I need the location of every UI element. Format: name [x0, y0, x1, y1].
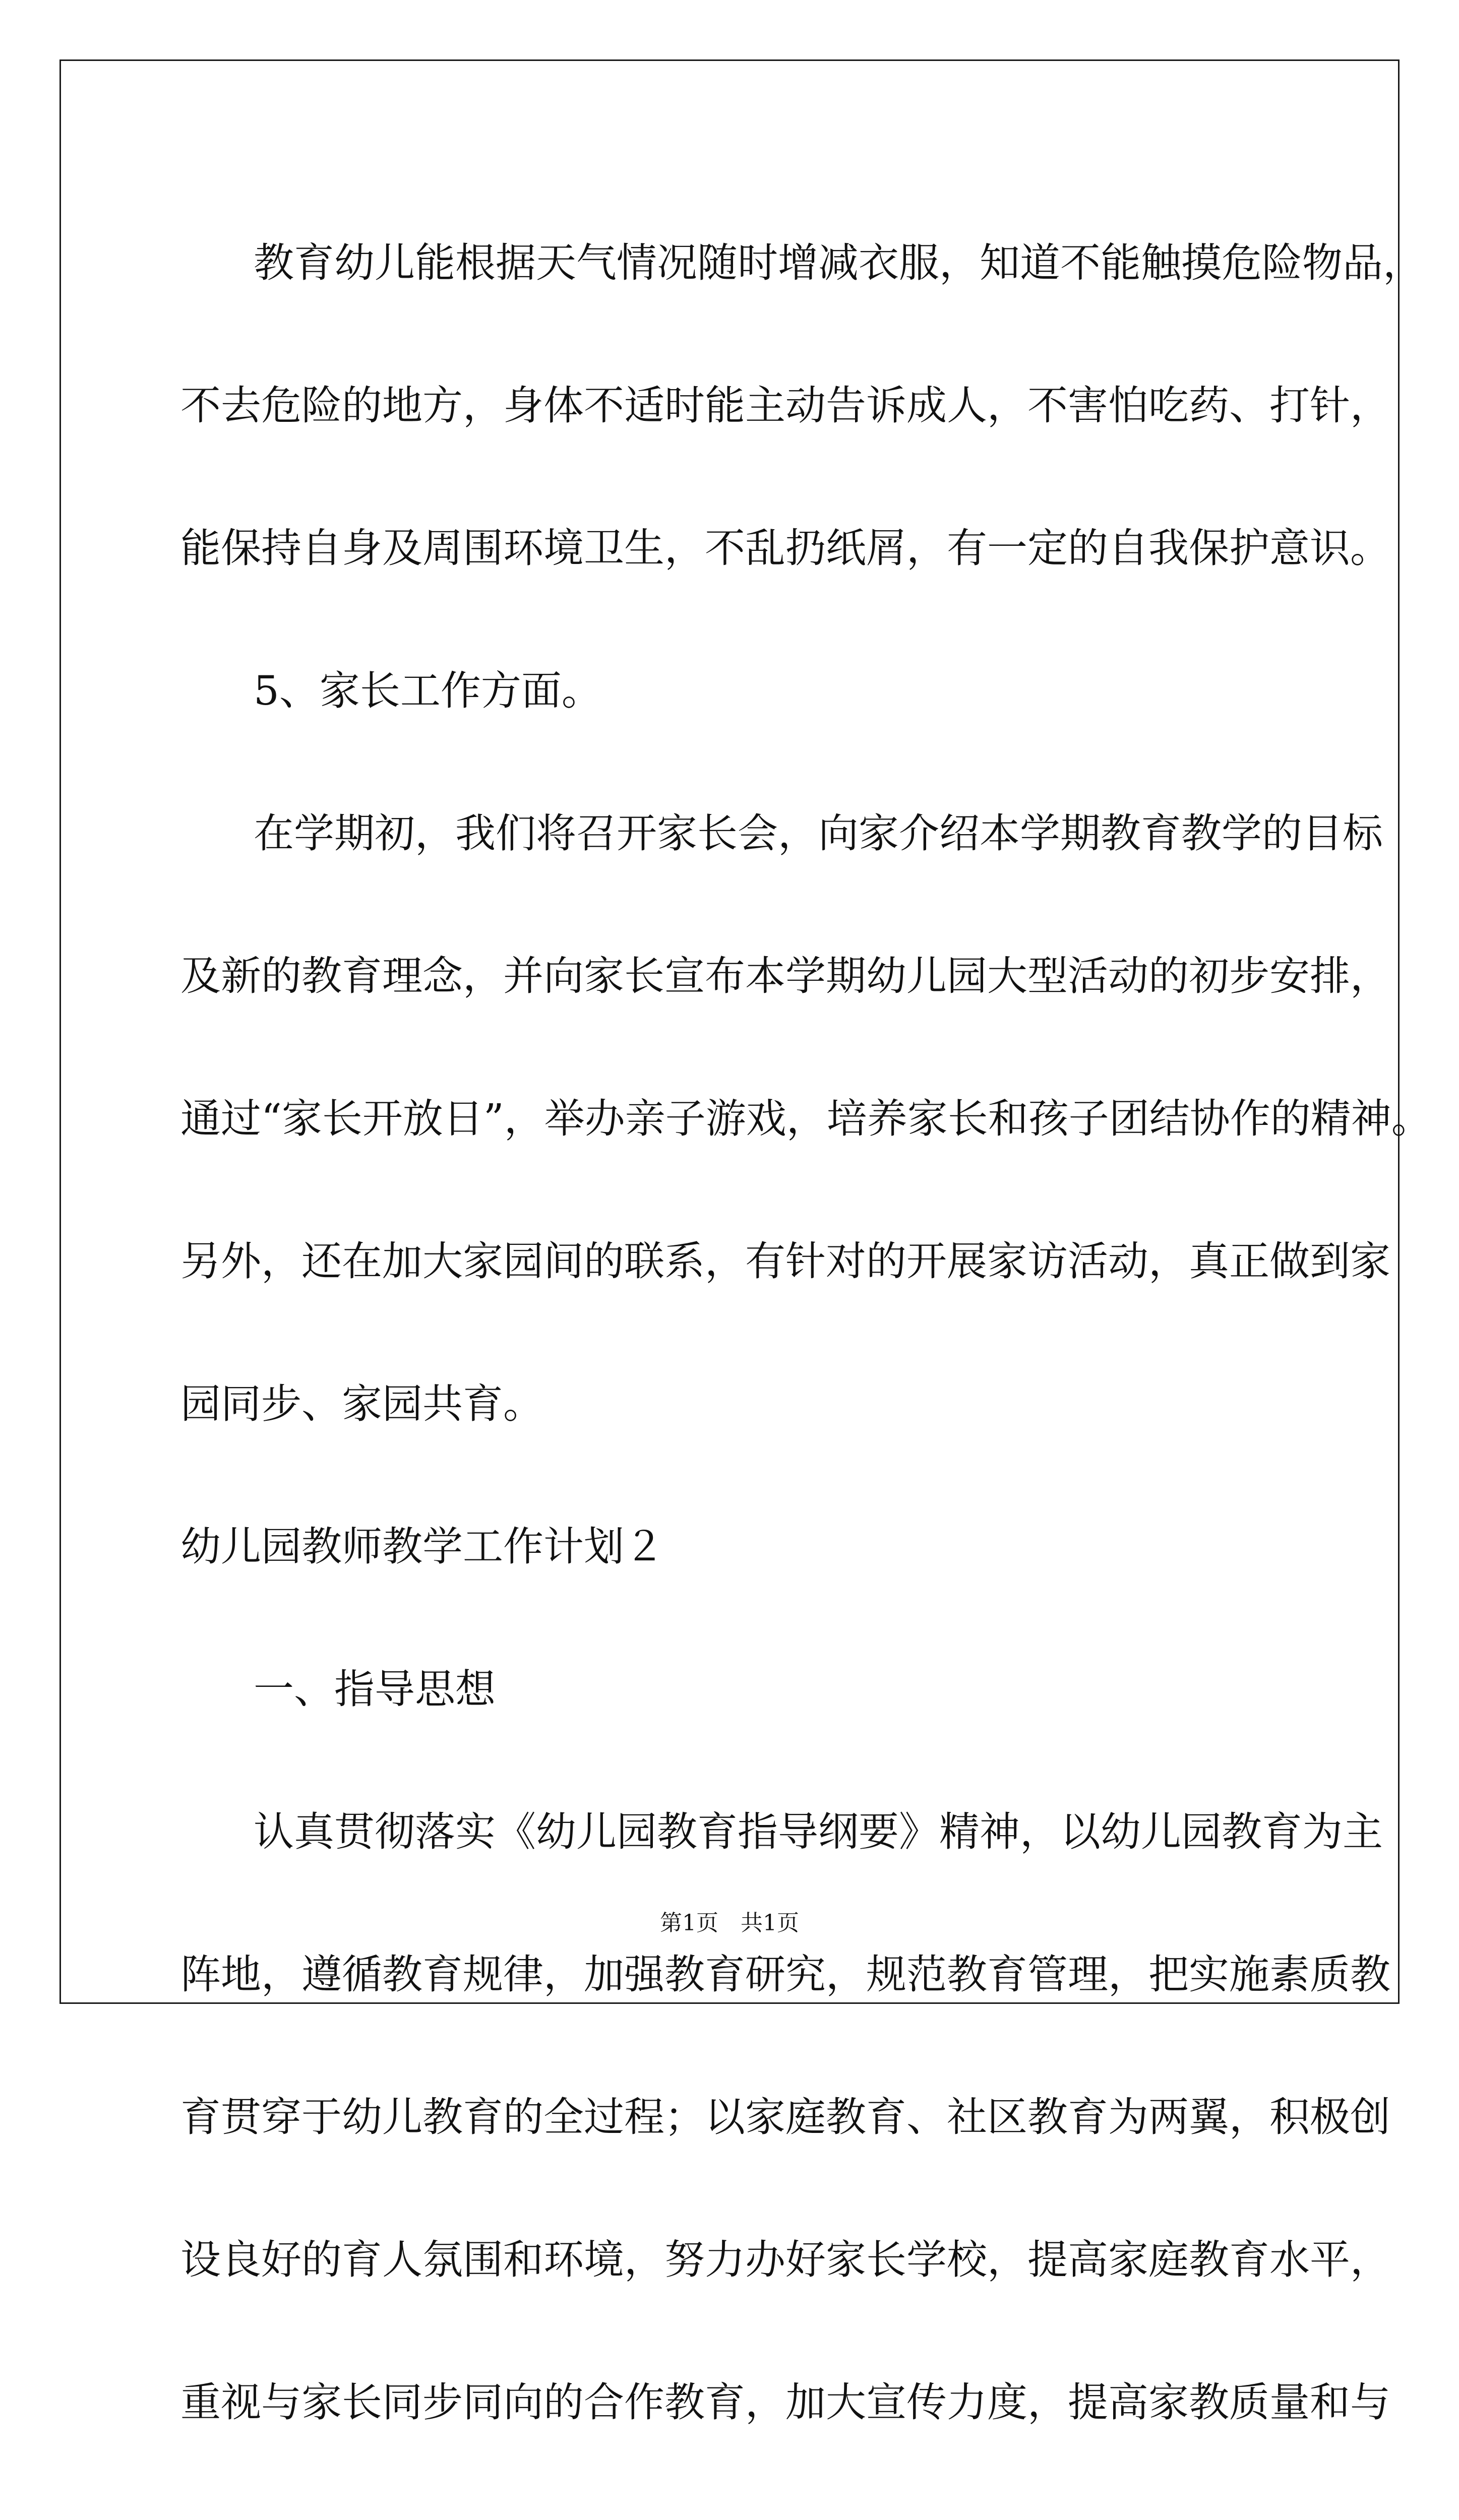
text-line: 重视与家长同步同向的合作教育，加大宣传力度，提高家教质量和与 [180, 2379, 1390, 2426]
text-line: 园同步、家园共育。 [180, 1380, 543, 1427]
text-line: 及新的教育理念，并向家长宣布本学期幼儿园大型活动的初步安排， [180, 953, 1390, 999]
text-line [180, 2474, 1290, 2520]
text-line: 通过“家长开放日”，举办亲子游戏，培养家长和孩子团结协作的精神。 [180, 1095, 1432, 1142]
text-line: 育贯穿于幼儿教育的全过程；以家庭教育、社区教育为两翼，积极创 [180, 2094, 1390, 2140]
text-line: 在学期初，我们将召开家长会，向家介绍本学期教育教学的目标 [254, 810, 1383, 857]
text-line: 设良好的育人氛围和环境，努力办好家长学校，提高家庭教育水平， [180, 2236, 1390, 2283]
text-line: 阵地，遵循教育规律，加强教育研究，规范教育管理，把实施素质教 [180, 1951, 1390, 1998]
document-title: 幼儿园教师教学工作计划２ [180, 1523, 664, 1570]
text-line: 另外，还在加大家园间的联系，有针对的开展家访活动，真正做到家 [180, 1238, 1390, 1285]
text-line: 认真贯彻落实《幼儿园教育指导纲要》精神，以幼儿园教育为主 [254, 1808, 1383, 1855]
page-footer: 第1页 共1页 [660, 1910, 799, 1936]
document-body [180, 192, 1432, 2520]
text-line: 能保持自身及周围环境卫生，不乱扔纸屑，有一定的自我保护意识。 [180, 525, 1390, 572]
text-line: 教育幼儿能根据天气情况随时增减衣服，知道不能触摸危险物品， [254, 239, 1423, 286]
section-heading: 一、指导思想 [254, 1666, 496, 1713]
section-heading: 5、家长工作方面。 [254, 667, 602, 714]
text-line: 不去危险的地方，身体不适时能主动告诉成人，不害怕吃药、打针， [180, 382, 1390, 429]
